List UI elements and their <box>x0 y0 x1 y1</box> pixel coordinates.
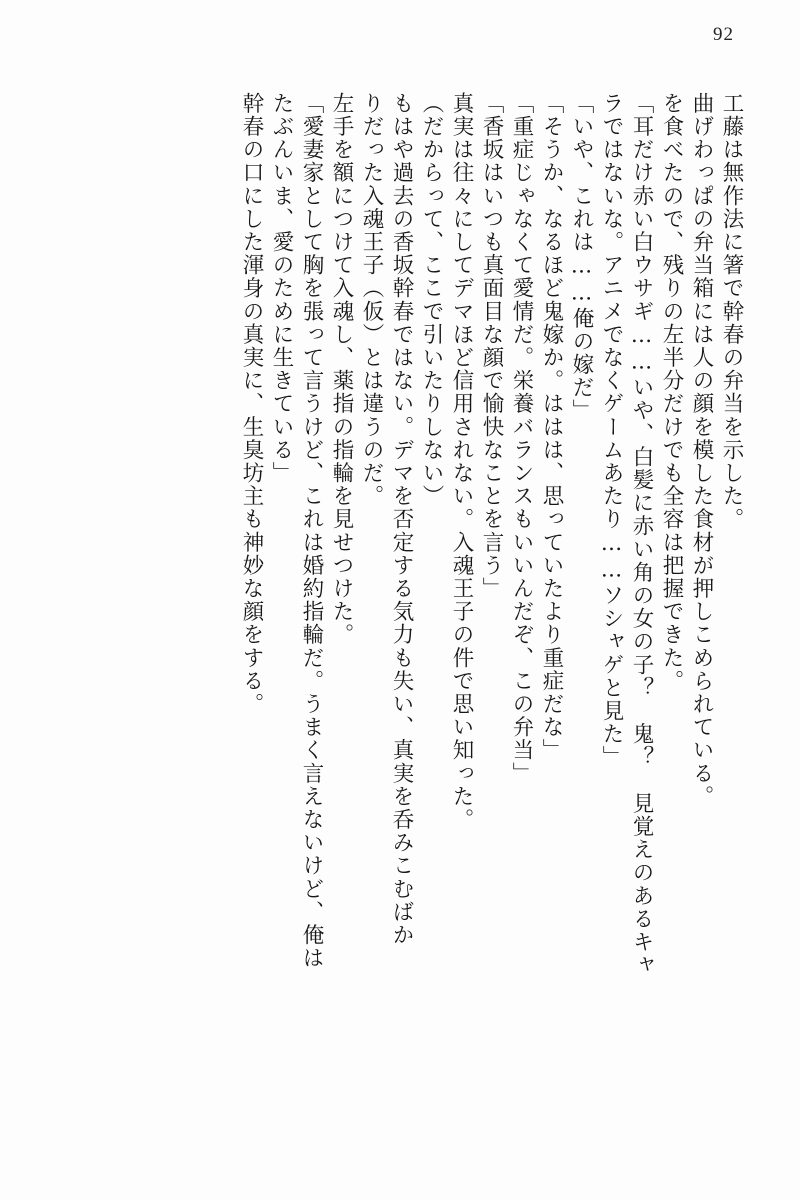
text-line: （だからって、ここで引いたりしない） <box>419 92 444 508</box>
text-line: 曲げわっぱの弁当箱には人の顔を模した食材が押しこめられている。 <box>689 92 714 809</box>
text-line: 左手を額につけて入魂し、薬指の指輪を見せつけた。 <box>329 92 354 647</box>
text-line: もはや過去の香坂幹春ではない。デマを否定する気力も失い、真実を呑みこむばか <box>389 92 414 947</box>
text-line: ラではないな。アニメでなくゲームあたり……ソシャゲと見た」 <box>599 92 624 769</box>
text-line: 「そうか、なるほど鬼嫁か。ははは、思っていたより重症だな」 <box>539 92 564 762</box>
text-line: 「耳だけ赤い白ウサギ……いや、白髪に赤い角の女の子？ 鬼？ 見覚えのあるキャ <box>629 92 654 977</box>
text-line: 「いや、これは……俺の嫁だ」 <box>569 92 594 423</box>
text-line: 「愛妻家として胸を張って言うけど、これは婚約指輪だ。うまく言えないけど、俺は <box>299 92 324 970</box>
text-line: 真実は往々にしてデマほど信用されない。入魂王子の件で思い知った。 <box>449 92 474 832</box>
text-line: 「香坂はいつも真面目な顔で愉快なことを言う」 <box>479 92 504 601</box>
text-line: を食べたので、残りの左半分だけでも全容は把握できた。 <box>659 92 684 693</box>
vertical-text-body <box>58 92 742 1144</box>
page-number: 92 <box>713 24 734 45</box>
text-line: 「重症じゃなくて愛情だ。栄養バランスもいいんだぞ、この弁当」 <box>509 92 534 785</box>
text-line: りだった入魂王子（仮）とは違うのだ。 <box>359 92 384 508</box>
text-line: 工藤は無作法に箸で幹春の弁当を示した。 <box>719 92 744 531</box>
text-line: たぶんいま、愛のために生きている」 <box>269 92 294 485</box>
text-line: 幹春の口にした渾身の真実に、生臭坊主も神妙な顔をする。 <box>239 92 264 716</box>
